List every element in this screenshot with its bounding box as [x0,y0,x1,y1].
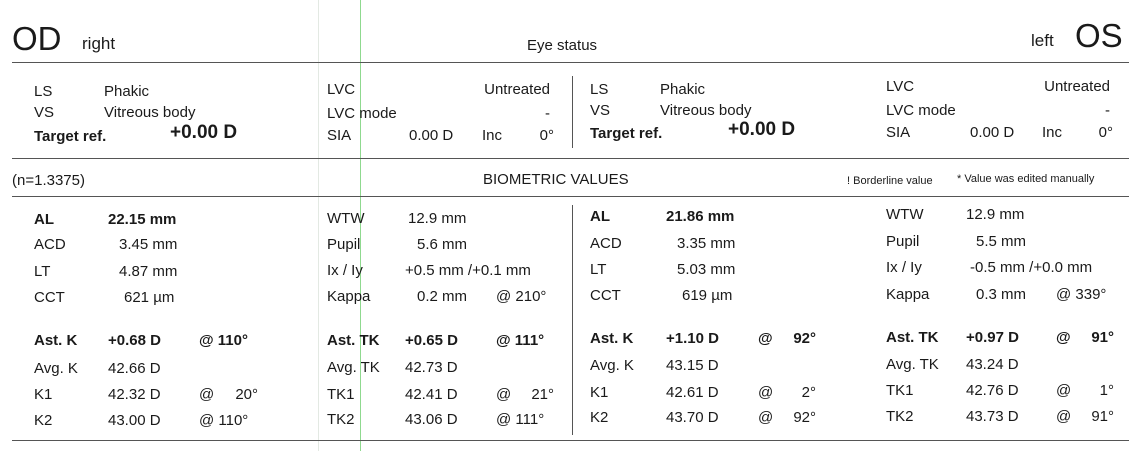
sia-value: 0.00 D [970,124,1015,141]
sia-value: 0.00 D [409,127,454,144]
divider [12,158,1129,159]
lvc-value: Untreated [484,81,550,98]
acd-label: ACD [34,236,66,253]
lvc-mode-label: LVC mode [886,102,956,119]
ast-tk-label: Ast. TK [886,329,939,346]
tk1-axis: 21° [531,386,554,403]
target-ref-label: Target ref. [34,128,107,145]
avg-tk-value: 43.24 D [966,356,1019,373]
lt-value: 4.87 mm [119,263,178,280]
lvc-label: LVC [886,78,915,95]
wtw-value: 12.9 mm [966,206,1025,223]
refractive-index-label: (n=1.3375) [12,172,85,189]
sia-label: SIA [886,124,911,141]
tk1-label: TK1 [327,386,355,403]
ast-k-label: Ast. K [590,330,634,347]
tk1-value: 42.76 D [966,382,1019,399]
tk2-at: @ [1056,408,1072,425]
lt-label: LT [34,263,51,280]
k1-label: K1 [34,386,53,403]
pupil-value: 5.5 mm [976,233,1027,250]
avg-tk-value: 42.73 D [405,359,458,376]
ast-k-at: @ [758,330,773,347]
tk2-value: 43.73 D [966,408,1019,425]
cct-value: 621 µm [124,289,175,306]
cct-label: CCT [590,287,621,304]
ix-iy-label: Ix / Iy [886,259,922,276]
edited-note: * Value was edited manually [957,173,1095,185]
avg-k-value: 43.15 D [666,357,719,374]
avg-k-label: Avg. K [34,360,78,377]
ast-k-axis: @ 110° [199,332,248,349]
acd-label: ACD [590,235,622,252]
biometric-divider [572,205,573,435]
pupil-value: 5.6 mm [417,236,468,253]
page-title: Eye status [527,37,598,54]
ast-tk-axis: @ 111° [496,332,545,349]
k2-axis: @ 110° [199,412,249,429]
cct-value: 619 µm [682,287,733,304]
ix-iy-value: +0.5 mm /+0.1 mm [405,262,531,279]
lt-value: 5.03 mm [677,261,736,278]
al-value: 21.86 mm [666,208,735,225]
lt-label: LT [590,261,607,278]
ast-tk-label: Ast. TK [327,332,380,349]
vs-value: Vitreous body [104,104,196,121]
tk1-label: TK1 [886,382,914,399]
inc-label: Inc [482,127,503,144]
al-value: 22.15 mm [108,211,177,228]
pupil-label: Pupil [886,233,920,250]
k1-at: @ [199,386,215,403]
al-label: AL [34,211,54,228]
kappa-label: Kappa [327,288,371,305]
lvc-mode-label: LVC mode [327,105,397,122]
ast-k-value: +0.68 D [108,332,161,349]
k2-label: K2 [34,412,53,429]
lvc-value: Untreated [1044,78,1110,95]
divider [12,440,1129,441]
ast-tk-at: @ [1056,329,1071,346]
k2-label: K2 [590,409,609,426]
ls-label: LS [34,83,53,100]
wtw-label: WTW [327,210,365,227]
avg-k-value: 42.66 D [108,360,161,377]
tk2-value: 43.06 D [405,411,458,428]
pupil-label: Pupil [327,236,361,253]
k2-axis: 92° [793,409,816,426]
inc-value: 0° [1098,124,1113,141]
divider [12,62,1129,63]
tk1-at: @ [1056,382,1072,399]
acd-value: 3.45 mm [119,236,178,253]
kappa-value: 0.3 mm [976,286,1027,303]
tk1-axis: 1° [1099,382,1114,399]
ix-iy-label: Ix / Iy [327,262,363,279]
sia-label: SIA [327,127,352,144]
kappa-label: Kappa [886,286,930,303]
avg-tk-label: Avg. TK [327,359,380,376]
scan-artifact-line [318,0,319,451]
target-ref-label: Target ref. [590,125,663,142]
tk2-axis: 91° [1091,408,1114,425]
lvc-mode-value: - [545,105,550,122]
k2-value: 43.00 D [108,412,161,429]
tk2-label: TK2 [327,411,355,428]
tk1-value: 42.41 D [405,386,458,403]
k2-at: @ [758,409,774,426]
ls-label: LS [590,81,609,98]
lvc-label: LVC [327,81,356,98]
kappa-axis: @ 210° [496,288,547,305]
kappa-axis: @ 339° [1056,286,1107,303]
ast-k-value: +1.10 D [666,330,719,347]
avg-tk-label: Avg. TK [886,356,939,373]
vs-value: Vitreous body [660,102,752,119]
lvc-mode-value: - [1105,102,1110,119]
target-ref-value: +0.00 D [170,122,238,143]
os-left-label: left [1031,31,1054,50]
ast-tk-axis: 91° [1091,329,1114,346]
od-right-label: right [82,34,116,53]
ls-value: Phakic [104,83,150,100]
inc-value: 0° [539,127,554,144]
k1-axis: 20° [235,386,258,403]
ast-tk-value: +0.65 D [405,332,458,349]
k1-at: @ [758,384,774,401]
wtw-value: 12.9 mm [408,210,467,227]
k1-value: 42.61 D [666,384,719,401]
avg-k-label: Avg. K [590,357,634,374]
borderline-note: ! Borderline value [847,175,933,187]
divider [12,196,1129,197]
target-ref-value: +0.00 D [728,119,796,140]
acd-value: 3.35 mm [677,235,736,252]
cct-label: CCT [34,289,65,306]
vs-label: VS [590,102,611,119]
tk2-label: TK2 [886,408,914,425]
tk2-axis: @ 111° [496,411,545,428]
inc-label: Inc [1042,124,1063,141]
k1-value: 42.32 D [108,386,161,403]
od-label: OD [12,20,62,57]
os-label: OS [1075,17,1123,54]
k2-value: 43.70 D [666,409,719,426]
ast-k-label: Ast. K [34,332,78,349]
tk1-at: @ [496,386,512,403]
vs-label: VS [34,104,55,121]
ls-value: Phakic [660,81,706,98]
status-divider [572,76,573,148]
ix-iy-value: -0.5 mm /+0.0 mm [970,259,1093,276]
wtw-label: WTW [886,206,924,223]
ast-k-axis: 92° [793,330,816,347]
al-label: AL [590,208,610,225]
k1-label: K1 [590,384,609,401]
k1-axis: 2° [801,384,816,401]
ast-tk-value: +0.97 D [966,329,1019,346]
biometric-values-title: BIOMETRIC VALUES [483,171,629,188]
kappa-value: 0.2 mm [417,288,468,305]
